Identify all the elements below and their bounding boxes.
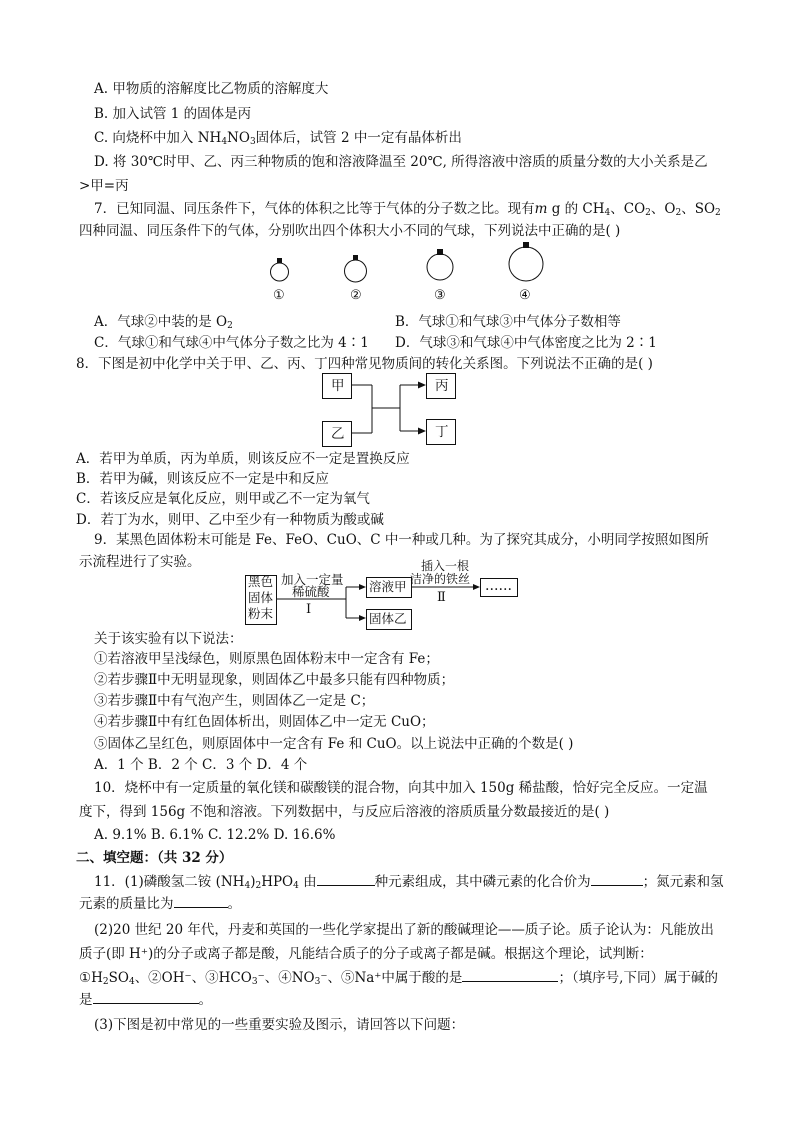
q9-statement-3: ③若步骤Ⅱ中有气泡产生，则固体乙一定是 C； xyxy=(94,693,375,709)
q7-option-a: A．气球②中装的是 $O_2$ xyxy=(94,314,233,331)
q9-box-black-powder: 黑色 固体 粉末 xyxy=(245,575,277,625)
q8-box-ding: 丁 xyxy=(426,419,456,445)
q11-part2-line4: 是 。 xyxy=(79,992,212,1008)
q6-option-b: B. 加入试管 1 的固体是丙 xyxy=(94,106,252,122)
q9-statement-1: ①若溶液甲呈浅绿色，则原黑色固体粉末中一定含有 Fe； xyxy=(94,651,439,667)
q11-part2-line3: $①H_2SO_4$、②OH⁻、$③HCO_3^-$、$④NO_3^-$、⑤Na⁺中属于酸的是 ；（填序号,下同）属于碱的 xyxy=(79,970,718,987)
q8-option-a: A．若甲为单质，丙为单质，则该反应不一定是置换反应 xyxy=(76,451,410,467)
q10-stem-line1: 10．烧杯中有一定质量的氧化镁和碳酸镁的混合物，向其中加入 150g 稀盐酸，恰好完全反应。一定温 xyxy=(94,780,708,796)
q9-step2-label-2: 洁净的铁丝 xyxy=(410,572,471,586)
q9-stem-line1: 9．某黑色固体粉末可能是 Fe、FeO、CuO、C 中一种或几种。为了探究其成分，小明同学按照如图所 xyxy=(94,532,709,548)
q11-blank-mass-ratio[interactable] xyxy=(174,894,228,908)
q9-step2-number: Ⅱ xyxy=(437,590,446,605)
balloon-label-4: ④ xyxy=(519,288,531,303)
q6-option-c: C. 向烧杯中加入 $NH_4NO_3$固体后，试管 2 中一定有晶体析出 xyxy=(94,130,462,147)
q9-box-solid-yi: 固体乙 xyxy=(366,609,412,630)
q9-stem-line2: 示流程进行了实验。 xyxy=(79,554,201,570)
q9-box-solution-jia: 溶液甲 xyxy=(366,577,412,598)
q8-stem: 8．下图是初中化学中关于甲、乙、丙、丁四种常见物质间的转化关系图。下列说法不正确的是( ) xyxy=(76,356,653,372)
section-fill-in-title: 二、填空题：（共 32 分） xyxy=(76,850,233,866)
q11-part3-intro: (3)下图是初中常见的一些重要实验及图示，请回答以下问题： xyxy=(94,1017,465,1033)
q9-step1-label-2: 稀硫酸 xyxy=(292,584,330,599)
q8-option-b: B．若甲为碱，则该反应不一定是中和反应 xyxy=(76,471,329,487)
q6-option-d-cont: >甲=丙 xyxy=(79,178,129,194)
q9-step2-label-1: 插入一根 xyxy=(421,559,470,573)
q8-box-bing: 丙 xyxy=(426,373,456,399)
q9-intro: 关于该实验有以下说法： xyxy=(94,631,243,647)
q8-box-jia: 甲 xyxy=(322,373,352,399)
q11-part2-line2: 质子(即 H⁺)的分子或离子都是酸，凡能结合质子的分子或离子都是碱。根据这个理论，试判断： xyxy=(79,946,653,962)
q9-statement-2: ②若步骤Ⅱ中无明显现象，则固体乙中最多只能有四种物质； xyxy=(94,672,455,688)
q9-options: A．1 个 B．2 个 C．3 个 D．4 个 xyxy=(94,757,308,773)
q7-option-c: C．气球①和气球④中气体分子数之比为 4∶1 xyxy=(94,335,369,351)
q10-stem-line2: 度下，得到 156g 不饱和溶液。下列数据中，与反应后溶液的溶质质量分数最接近的是( ) xyxy=(79,804,610,820)
q11-part1-line2: 元素的质量比为 。 xyxy=(79,896,241,912)
q9-statement-4: ④若步骤Ⅱ中有红色固体析出，则固体乙中一定无 CuO； xyxy=(94,714,435,730)
q8-box-yi: 乙 xyxy=(322,421,352,447)
balloon-label-1: ① xyxy=(273,288,285,303)
q6-option-a: A. 甲物质的溶解度比乙物质的溶解度大 xyxy=(94,81,329,97)
q9-step1-number: Ⅰ xyxy=(306,602,312,617)
q6-option-d: D. 将 30℃时甲、乙、丙三种物质的饱和溶液降温至 20℃, 所得溶液中溶质的质量分数的大小关系是乙 xyxy=(94,154,708,170)
balloon-label-3: ③ xyxy=(434,288,446,303)
q8-option-d: D．若丁为水，则甲、乙中至少有一种物质为酸或碱 xyxy=(76,512,384,528)
q7-stem-line1: 7．已知同温、同压条件下，气体的体积之比等于气体的分子数之比。现有m g 的 $CH_4$、$CO_2$、$O_2$、$SO_2$ xyxy=(94,201,721,218)
q11-blank-bases[interactable] xyxy=(93,990,199,1004)
q9-box-end: …… xyxy=(480,578,518,597)
q11-blank-elements[interactable] xyxy=(317,872,375,886)
q7-option-b: B．气球①和气球③中气体分子数相等 xyxy=(395,314,621,330)
q9-statement-5: ⑤固体乙呈红色，则原固体中一定含有 Fe 和 CuO。以上说法中正确的个数是( ) xyxy=(94,736,574,752)
q10-options: A. 9.1% B. 6.1% C. 12.2% D. 16.6% xyxy=(94,827,336,843)
q11-part1-line1: 11．(1)磷酸氢二铵 $(NH_4)_2HPO_4$ 由 种元素组成，其中磷元素的化合价为 ；氮元素和氢 xyxy=(94,874,724,891)
balloon-label-2: ② xyxy=(350,288,362,303)
q7-option-d: D．气球③和气球④中气体密度之比为 2∶1 xyxy=(395,335,657,351)
q11-blank-acids[interactable] xyxy=(462,968,558,982)
q11-blank-valence[interactable] xyxy=(591,872,643,886)
q11-part2-line1: (2)20 世纪 20 年代，丹麦和英国的一些化学家提出了新的酸碱理论——质子论。质子论认为：凡能放出 xyxy=(94,922,714,938)
q9-step1-label-1: 加入一定量 xyxy=(281,572,344,587)
q7-stem-line2: 四种同温、同压条件下的气体，分别吹出四个体积大小不同的气球，下列说法中正确的是( ) xyxy=(79,223,621,239)
q8-option-c: C．若该反应是氧化反应，则甲或乙不一定为氧气 xyxy=(76,491,370,507)
